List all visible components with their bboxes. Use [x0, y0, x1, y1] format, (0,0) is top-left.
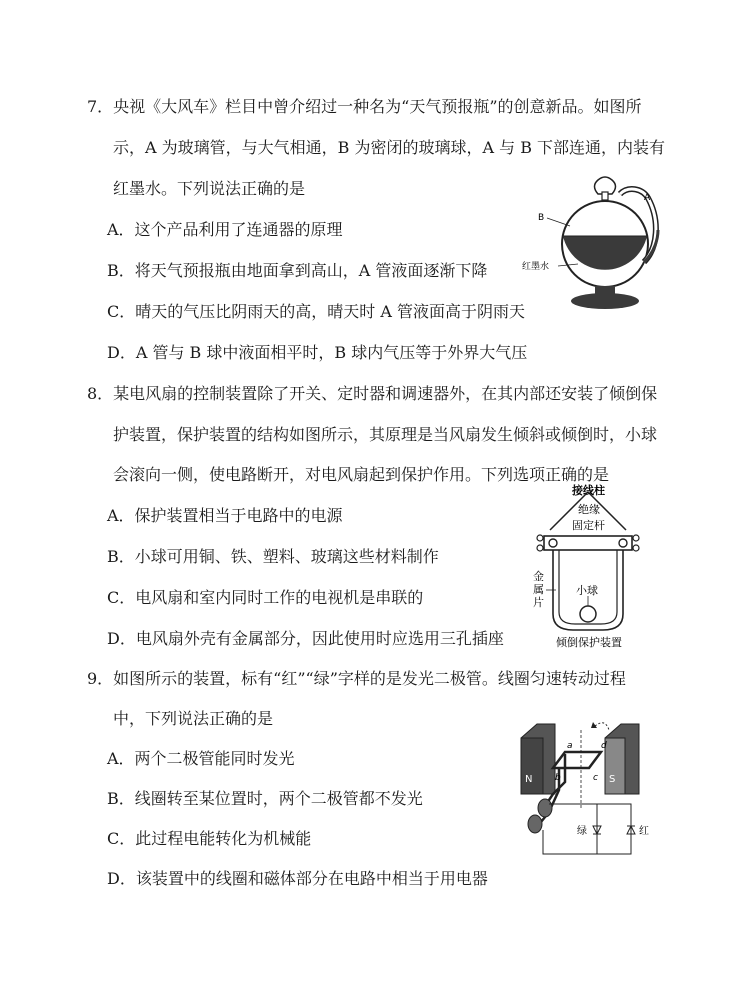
- q7-stem-line-2: 示，A 为玻璃管，与大气相通，B 为密闭的玻璃球，A 与 B 下部连通，内装有: [113, 138, 666, 157]
- q8-option-b: B．小球可用铜、铁、塑料、玻璃这些材料制作: [107, 547, 439, 566]
- weather-bottle-figure: [520, 168, 670, 318]
- tilt-protection-figure: [528, 482, 648, 650]
- tube-a-label: A: [644, 193, 651, 203]
- red-ink-label: 红墨水: [522, 262, 550, 272]
- q9-option-d: D．该装置中的线圈和磁体部分在电路中相当于用电器: [107, 869, 488, 888]
- coil-b-label: b: [555, 773, 561, 783]
- q7-stem-line-3: 红墨水。下列说法正确的是: [113, 179, 306, 198]
- ball-b-label: B: [538, 213, 545, 223]
- q8-option-a: A．保护装置相当于电路中的电源: [107, 506, 343, 525]
- q8-option-d: D．电风扇外壳有金属部分，因此使用时应选用三孔插座: [107, 629, 504, 648]
- q8-stem-line-2: 护装置，保护装置的结构如图所示，其原理是当风扇发生倾斜或倾倒时，小球: [113, 425, 658, 444]
- q8-option-c: C．电风扇和室内同时工作的电视机是串联的: [107, 588, 424, 607]
- q9-option-c: C．此过程电能转化为机械能: [107, 829, 312, 848]
- fixed-rod-label: 固定杆: [572, 519, 605, 532]
- terminal-label: 接线柱: [572, 484, 605, 497]
- ball-label: 小球: [576, 584, 598, 597]
- q7-option-a: A．这个产品利用了连通器的原理: [107, 220, 343, 239]
- generator-figure: [513, 712, 663, 860]
- coil-d-label: d: [601, 741, 607, 751]
- metal-strip-label-3: 片: [533, 596, 544, 609]
- q9-stem-line-1: 9．如图所示的装置，标有“红”“绿”字样的是发光二极管。线圈匀速转动过程: [87, 669, 626, 688]
- metal-strip-label-1: 金: [533, 570, 544, 583]
- q7-option-d: D．A 管与 B 球中液面相平时，B 球内气压等于外界大气压: [107, 343, 528, 362]
- magnet-n-label: N: [525, 774, 533, 785]
- magnet-s-label: S: [609, 774, 616, 785]
- q9-option-a: A．两个二极管能同时发光: [107, 749, 295, 768]
- red-led-label: 红: [639, 826, 649, 837]
- insulated-label: 绝缘: [578, 503, 600, 516]
- q7-stem-line-1: 7．央视《大风车》栏目中曾介绍过一种名为“天气预报瓶”的创意新品。如图所: [87, 97, 642, 116]
- coil-a-label: a: [567, 741, 573, 751]
- figure-caption: 倾倒保护装置: [556, 636, 622, 649]
- metal-strip-label-2: 属: [533, 583, 544, 596]
- coil-c-label: c: [593, 773, 598, 783]
- q7-option-b: B．将天气预报瓶由地面拿到高山，A 管液面逐渐下降: [107, 261, 488, 280]
- q7-option-c: C．晴天的气压比阴雨天的高，晴天时 A 管液面高于阴雨天: [107, 302, 525, 321]
- q9-option-b: B．线圈转至某位置时，两个二极管都不发光: [107, 789, 423, 808]
- green-led-label: 绿: [577, 826, 587, 837]
- q8-stem-line-1: 8．某电风扇的控制装置除了开关、定时器和调速器外，在其内部还安装了倾倒保: [87, 384, 658, 403]
- q9-stem-line-2: 中，下列说法正确的是: [113, 709, 274, 728]
- q8-stem-line-3: 会滚向一侧，使电路断开，对电风扇起到保护作用。下列选项正确的是: [113, 465, 610, 484]
